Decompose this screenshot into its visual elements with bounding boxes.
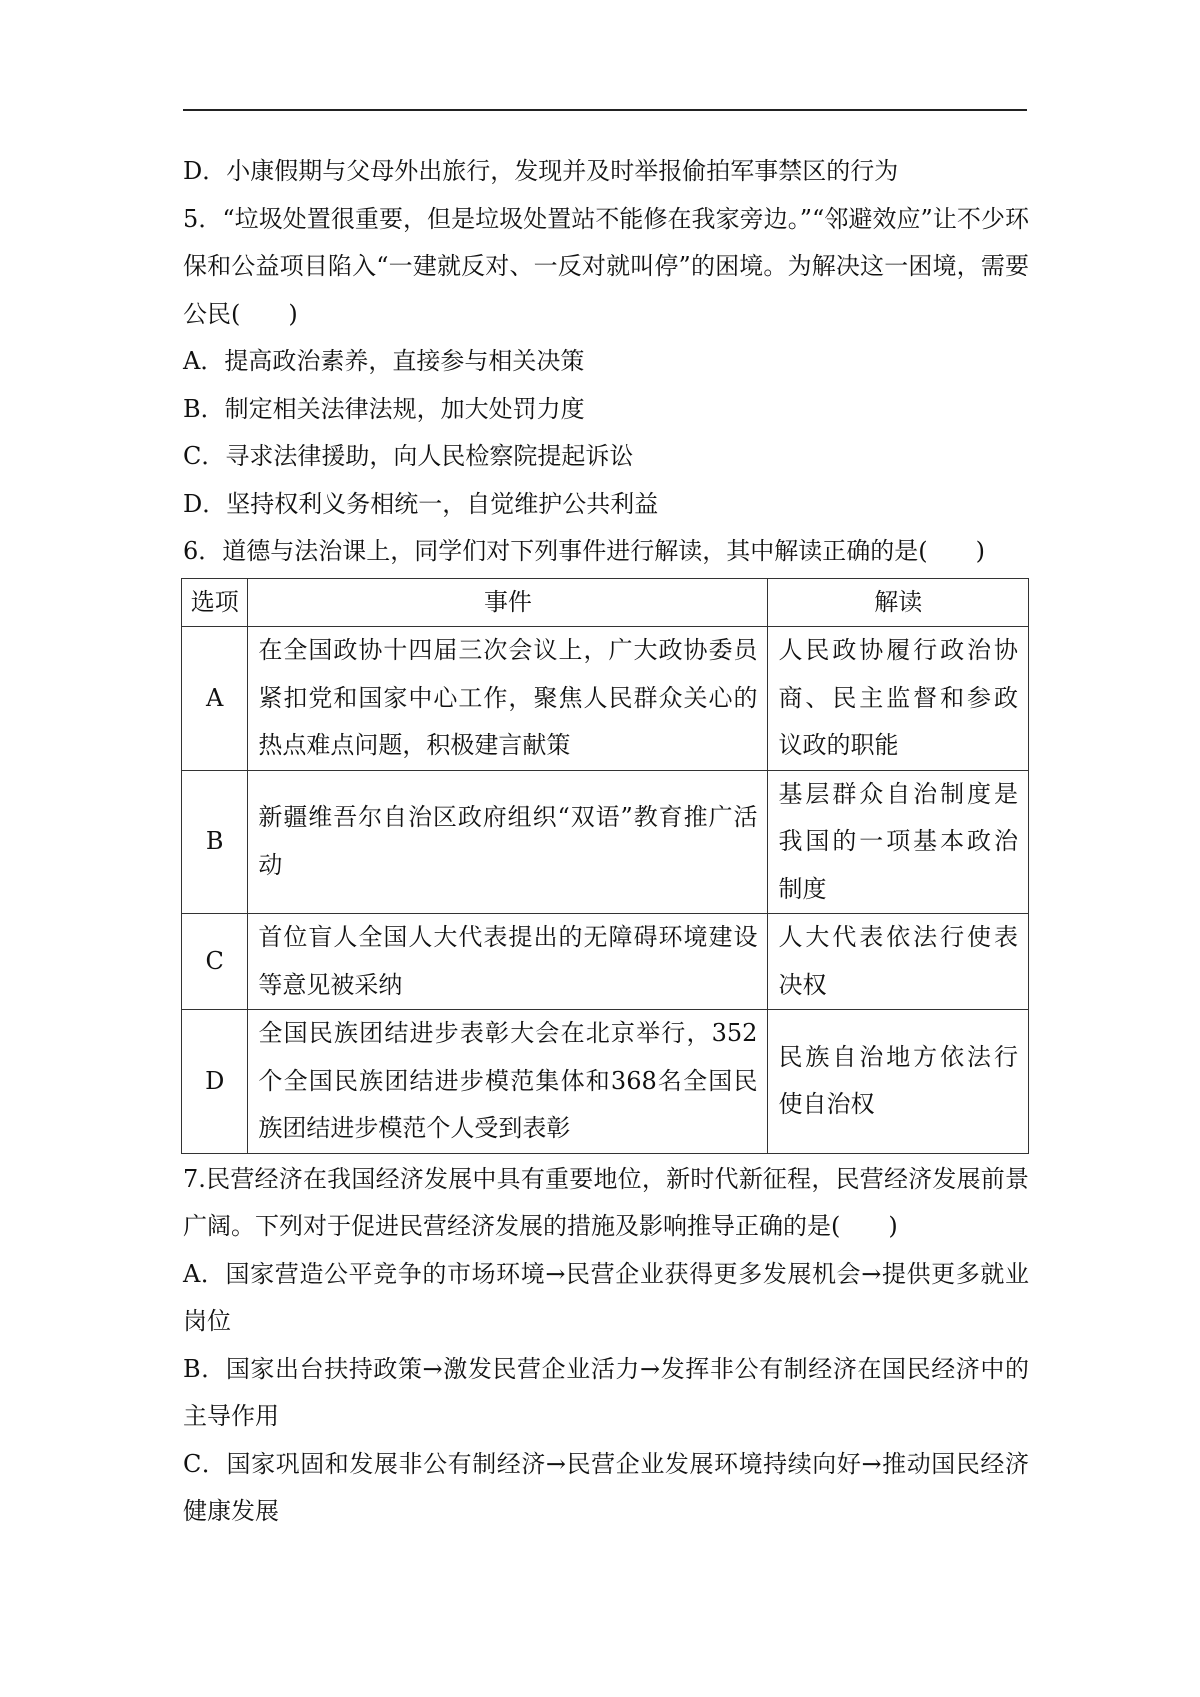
row-interpretation: 基层群众自治制度是我国的一项基本政治制度 bbox=[768, 770, 1029, 914]
q7-stem: 7.民营经济在我国经济发展中具有重要地位，新时代新征程，民营经济发展前景广阔。下列对于促进民营经济发展的措施及影响推导正确的是( ) bbox=[183, 1164, 1029, 1240]
exam-content bbox=[183, 148, 1029, 1536]
table-row bbox=[182, 914, 1029, 1010]
row-event: 首位盲人全国人大代表提出的无障碍环境建设等意见被采纳 bbox=[248, 914, 768, 1010]
header-event: 事件 bbox=[248, 578, 768, 627]
question-5 bbox=[183, 196, 1029, 529]
q5-option-d: D．坚持权利义务相统一，自觉维护公共利益 bbox=[183, 489, 659, 518]
table-row bbox=[182, 627, 1029, 771]
q5-option-c: C．寻求法律援助，向人民检察院提起诉讼 bbox=[183, 442, 634, 470]
row-option-label: B bbox=[182, 770, 248, 914]
row-option-label: C bbox=[182, 914, 248, 1010]
q7-option-c: C．国家巩固和发展非公有制经济→民营企业发展环境持续向好→推动国民经济健康发展 bbox=[183, 1449, 1029, 1525]
q5-option-b: B．制定相关法律法规，加大处罚力度 bbox=[183, 394, 585, 423]
table-header-row bbox=[182, 578, 1029, 627]
q6-stem: 6．道德与法治课上，同学们对下列事件进行解读，其中解读正确的是( ) bbox=[183, 537, 985, 565]
q4-option-d: D．小康假期与父母外出旅行，发现并及时举报偷拍军事禁区的行为 bbox=[183, 157, 899, 185]
row-interpretation: 人大代表依法行使表决权 bbox=[768, 914, 1029, 1010]
q7-option-b: B．国家出台扶持政策→激发民营企业活力→发挥非公有制经济在国民经济中的主导作用 bbox=[183, 1354, 1029, 1430]
row-event: 全国民族团结进步表彰大会在北京举行，352个全国民族团结进步模范集体和368名全国民族团结进步模范个人受到表彰 bbox=[248, 1010, 768, 1154]
row-option-label: D bbox=[182, 1010, 248, 1154]
row-option-label: A bbox=[182, 627, 248, 771]
table-row bbox=[182, 770, 1029, 914]
question-7 bbox=[183, 1156, 1029, 1536]
row-interpretation: 民族自治地方依法行使自治权 bbox=[768, 1010, 1029, 1154]
q5-option-a: A．提高政治素养，直接参与相关决策 bbox=[183, 347, 585, 375]
header-rule bbox=[183, 109, 1027, 111]
q6-table bbox=[181, 578, 1029, 1154]
row-interpretation: 人民政协履行政治协商、民主监督和参政议政的职能 bbox=[768, 627, 1029, 771]
q7-option-a: A．国家营造公平竞争的市场环境→民营企业获得更多发展机会→提供更多就业岗位 bbox=[183, 1259, 1029, 1335]
q5-stem: 5．“垃圾处置很重要，但是垃圾处置站不能修在我家旁边。”“邻避效应”让不少环保和公益项目陷入“一建就反对、一反对就叫停”的困境。为解决这一困境，需要公民( ) bbox=[183, 204, 1029, 328]
header-option: 选项 bbox=[182, 578, 248, 627]
row-event: 新疆维吾尔自治区政府组织“双语”教育推广活动 bbox=[248, 770, 768, 914]
question-6 bbox=[183, 528, 1029, 1154]
header-interpretation: 解读 bbox=[768, 578, 1029, 627]
table-row bbox=[182, 1010, 1029, 1154]
row-event: 在全国政协十四届三次会议上，广大政协委员紧扣党和国家中心工作，聚焦人民群众关心的热点难点问题，积极建言献策 bbox=[248, 627, 768, 771]
